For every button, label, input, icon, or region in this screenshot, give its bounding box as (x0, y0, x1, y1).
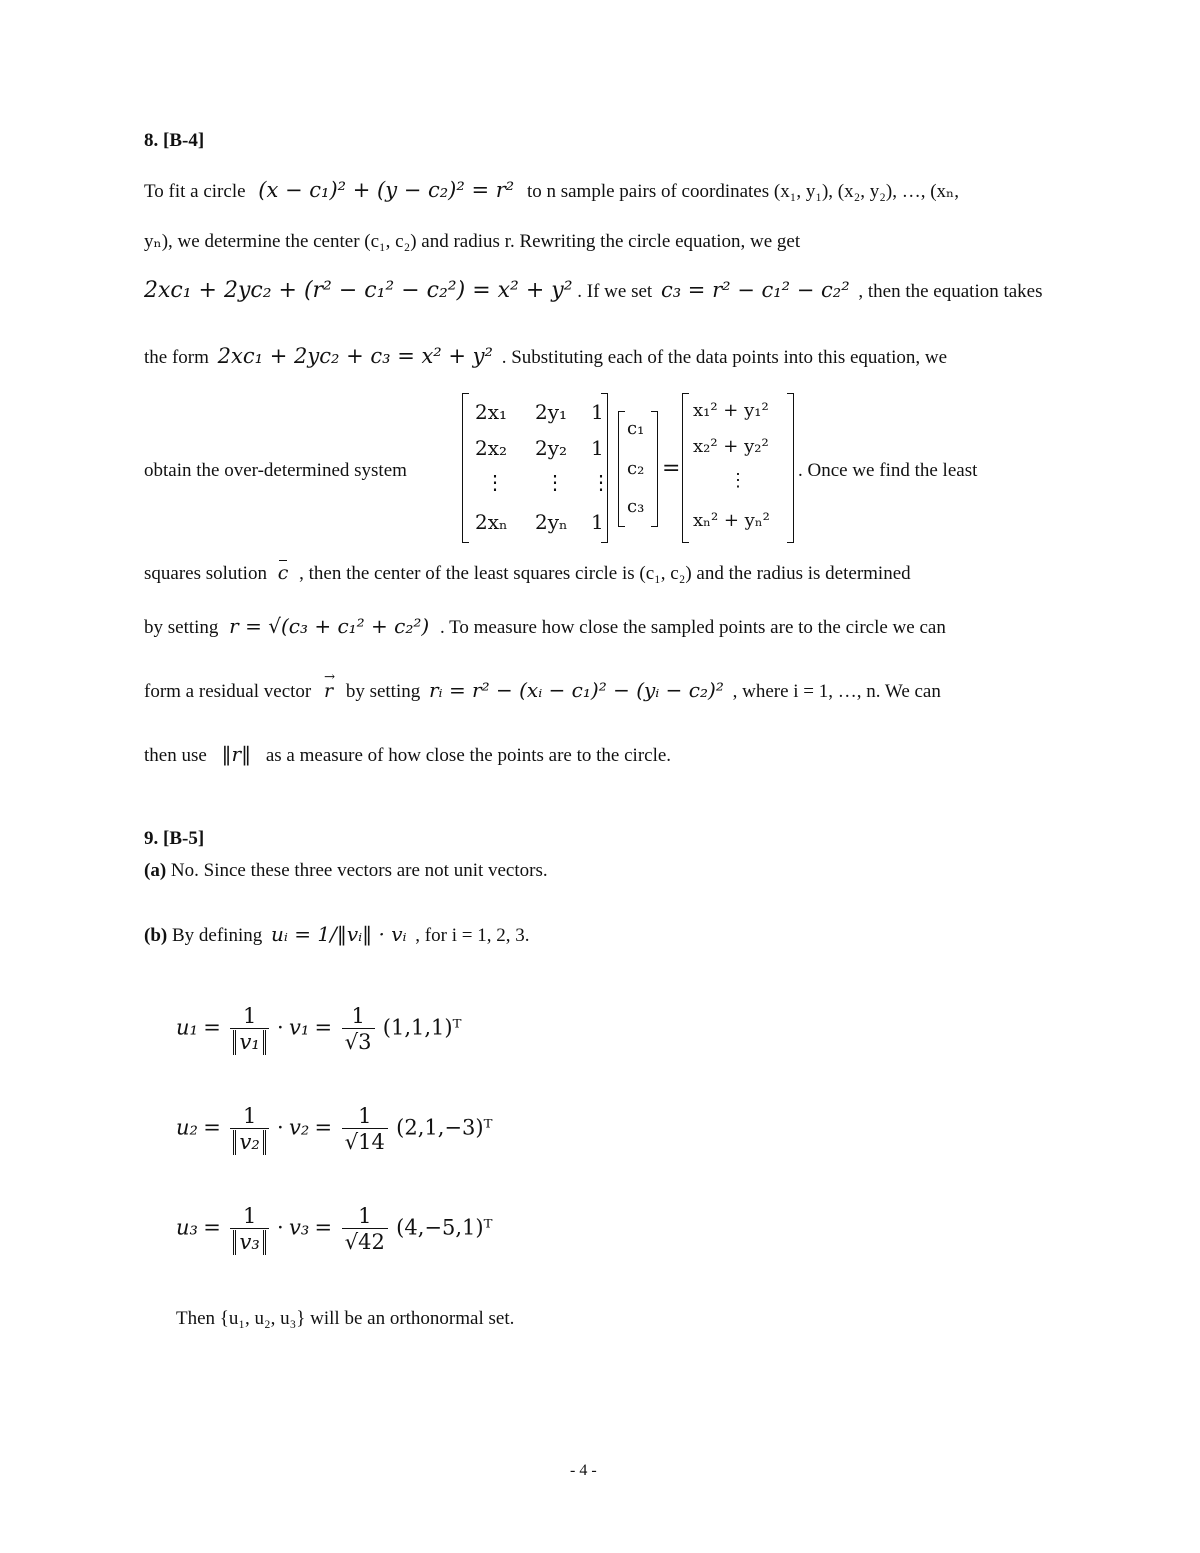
text-segment: then use (144, 745, 207, 766)
paragraph-line-4 (144, 344, 947, 369)
text-segment: as a measure of how close the points are to the circle. (265, 745, 672, 766)
matrix-a-cell: ⋮ (591, 470, 611, 494)
c-bar-symbol: c (277, 562, 289, 584)
fraction: $\frac{1}{√14}$ (342, 1104, 388, 1155)
vector-c-cell: c₁ (627, 418, 645, 439)
part-b-text: , for i = 1, 2, 3. (415, 925, 530, 946)
vector-c-cell: c₃ (627, 496, 645, 517)
equation-lhs: u₂ (176, 1115, 198, 1140)
equation-u1: u₁ = $\frac{1}{\text{v₁}}$ · v₁ = $\frac{1}{√3}$ (1,1,1)ᵀ (176, 1004, 462, 1055)
fraction: $\frac{1}{\text{v₃}}$ (230, 1204, 268, 1255)
equation-u3: u₃ = $\frac{1}{\text{v₃}}$ · v₃ = $\frac{1}{√42}$ (4,−5,1)ᵀ (176, 1204, 493, 1255)
text-segment: , then the equation takes (858, 281, 1043, 302)
text-segment: by setting (345, 681, 421, 702)
text-segment: form a residual vector (144, 681, 312, 702)
paragraph-line-7 (144, 678, 941, 703)
matrix-a-cell: 2y₁ (535, 400, 568, 424)
part-a (144, 860, 548, 882)
matrix-a-cell: ⋮ (485, 470, 505, 494)
norm-v: v₁ (233, 1030, 265, 1055)
text-segment: to n sample pairs of coordinates (x₁, y₁), (x₂, y₂), …, (xₙ, (526, 181, 959, 202)
paragraph-line-5 (144, 562, 911, 585)
linear-form-equation: 2xc₁ + 2yc₂ + c₃ = x² + y² (217, 344, 493, 368)
matrix-a-cell: ⋮ (545, 470, 565, 494)
paragraph-line-8 (144, 742, 671, 767)
system-after-text: . Once we find the least (798, 460, 978, 481)
conclusion-text: Then {u₁, u₂, u₃} will be an orthonormal set. (176, 1308, 515, 1329)
part-b-definition: uᵢ = 1/‖vᵢ‖ · vᵢ (270, 922, 407, 946)
equals-sign: = (662, 456, 681, 481)
paragraph-line-6 (144, 614, 946, 639)
fraction: $\frac{1}{\text{v₂}}$ (230, 1104, 268, 1155)
part-a-text: No. Since these three vectors are not unit vectors. (170, 860, 548, 881)
rewritten-equation: 2xc₁ + 2yc₂ + (r² − c₁² − c₂²) = x² + y² (144, 278, 573, 303)
matrix-a-cell: 2y₂ (535, 436, 568, 460)
equation-vector: (1,1,1)ᵀ (382, 1015, 462, 1040)
c3-definition: c₃ = r² − c₁² − c₂² (660, 278, 850, 302)
fraction: $\frac{1}{\text{v₁}}$ (230, 1004, 268, 1055)
fraction: $\frac{1}{√3}$ (342, 1004, 375, 1055)
circle-equation: (x − c₁)² + (y − c₂)² = r² (258, 178, 515, 202)
equation-v: v₁ (288, 1015, 310, 1040)
paragraph-line-3 (144, 278, 1043, 303)
page-number: - 4 - (570, 1462, 597, 1479)
part-a-label: (a) (144, 860, 167, 881)
text-segment: the form (144, 347, 209, 368)
equation-denominator: √42 (342, 1228, 388, 1255)
fraction: $\frac{1}{√42}$ (342, 1204, 388, 1255)
norm-v: v₂ (233, 1130, 265, 1155)
matrix-a-cell: 2xₙ (475, 510, 508, 534)
equation-lhs: u₃ (176, 1215, 198, 1240)
matrix-a-cell: 1 (591, 400, 604, 424)
equation-lhs: u₁ (176, 1015, 198, 1040)
matrix-a-cell: 1 (591, 436, 604, 460)
equation-v: v₃ (288, 1215, 310, 1240)
text-segment: To fit a circle (144, 181, 246, 202)
r-vector-symbol: → r (324, 680, 333, 702)
equation-denominator: √14 (342, 1128, 388, 1155)
part-b-label: (b) (144, 925, 168, 946)
section-9-heading: 9. [B-5] (144, 828, 205, 849)
equation-v: v₂ (288, 1115, 310, 1140)
equation-u2: u₂ = $\frac{1}{\text{v₂}}$ · v₂ = $\frac{1}{√14}$ (2,1,−3)ᵀ (176, 1104, 493, 1155)
vector-c (618, 412, 658, 526)
vector-b (682, 394, 794, 542)
matrix-a (462, 394, 611, 542)
text-segment: , where i = 1, …, n. We can (732, 681, 941, 702)
section-8-heading: 8. [B-4] (144, 130, 205, 151)
text-segment: . If we set (577, 281, 653, 302)
system-intro-text: obtain the over-determined system (144, 460, 407, 481)
text-segment: . To measure how close the sampled points are to the circle we can (439, 617, 946, 638)
equation-denominator: √3 (342, 1028, 375, 1055)
part-b-text: By defining (171, 925, 263, 946)
matrix-a-cell: 2x₂ (475, 436, 508, 460)
residual-formula: rᵢ = r² − (xᵢ − c₁)² − (yᵢ − c₂)² (429, 678, 724, 702)
equation-vector: (4,−5,1)ᵀ (396, 1215, 493, 1240)
text-segment: . Substituting each of the data points into this equation, we (501, 347, 948, 368)
vector-b-cell: ⋮ (729, 470, 747, 491)
matrix-a-cell: 2x₁ (475, 400, 508, 424)
vector-c-cell: c₂ (627, 458, 645, 479)
vector-b-cell: xₙ² + yₙ² (693, 510, 770, 531)
equation-vector: (2,1,−3)ᵀ (396, 1115, 493, 1140)
vector-b-cell: x₂² + y₂² (693, 436, 769, 457)
norm-v: v₃ (233, 1230, 265, 1255)
matrix-a-cell: 2yₙ (535, 510, 568, 534)
part-b (144, 922, 529, 947)
text-segment: by setting (144, 617, 219, 638)
text-segment: , then the center of the least squares circle is (c₁, c₂) and the radius is determined (299, 563, 911, 584)
paragraph-line-1 (144, 178, 959, 203)
matrix-a-cell: 1 (591, 510, 604, 534)
text-segment: squares solution (144, 563, 267, 584)
paragraph-line-2: yₙ), we determine the center (c₁, c₂) and radius r. Rewriting the circle equation, we get (144, 231, 801, 252)
vector-b-cell: x₁² + y₁² (693, 400, 769, 421)
radius-formula: r = √(c₃ + c₁² + c₂²) (229, 614, 430, 638)
norm-r-symbol: ‖r‖ (221, 742, 252, 766)
